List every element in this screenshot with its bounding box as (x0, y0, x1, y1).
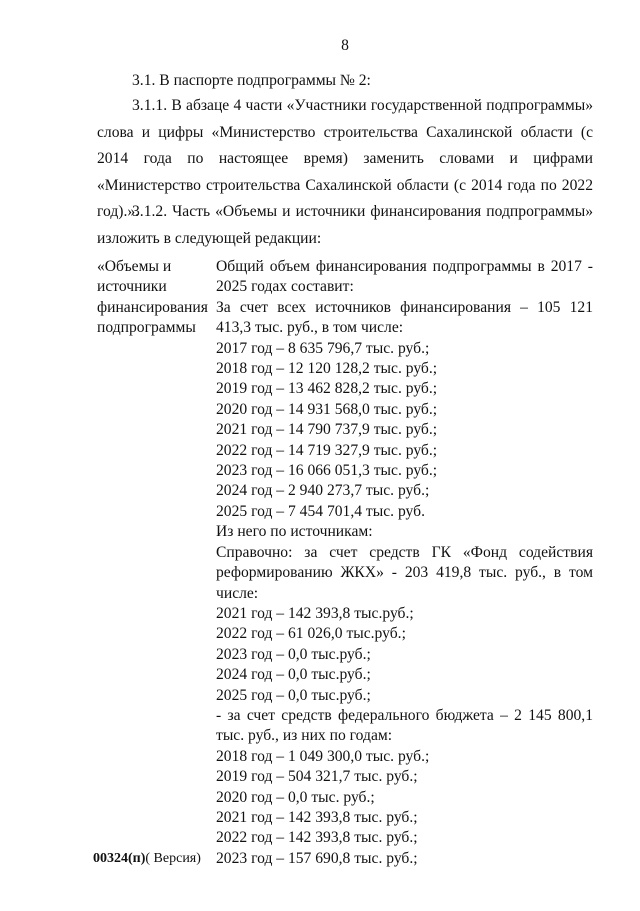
federal-year-line: 2018 год – 1 049 300,0 тыс. руб.; (216, 747, 430, 765)
passport-label-line: «Объемы и (97, 258, 172, 275)
fund-year-line: 2024 год – 0,0 тыс.руб.; (216, 666, 371, 684)
year-line: 2021 год – 14 790 737,9 тыс. руб.; (216, 421, 438, 439)
year-line: 2019 год – 13 462 828,2 тыс. руб.; (216, 380, 438, 398)
section-3-1-2: 3.1.2. Часть «Объемы и источники финансирования подпрограммы» изложить в следующей редакции: (97, 203, 593, 247)
all-sources: За счет всех источников финансирования – 105 121 413,3 тыс. руб., в том числе: (216, 298, 593, 337)
passport-table (97, 257, 597, 869)
section-3-1-2-block (97, 199, 593, 252)
section-3-1-1: 3.1.1. В абзаце 4 части «Участники государственной подпрограммы» слова и цифры «Министерство строительства Сахалинской области (с 2014 года по настоящее время) заменить словами и цифрами «Министерство строительства Сахалинской области (с 2014 года по 2022 год).». (97, 97, 593, 220)
fund-year-line: 2025 год – 0,0 тыс.руб.; (216, 686, 371, 704)
section-3-1: 3.1. В паспорте подпрограммы № 2: (132, 72, 371, 89)
federal-year-line: 2022 год – 142 393,8 тыс. руб.; (216, 829, 418, 847)
passport-label-line: финансирования (97, 298, 208, 316)
fund-reference: Справочно: за счет средств ГК «Фонд содействия реформированию ЖКХ» - 203 419,8 тыс. руб., в том числе: (216, 543, 593, 602)
passport-label (97, 257, 216, 869)
passport-label-line: подпрограммы (97, 319, 196, 337)
year-line: 2017 год – 8 635 796,7 тыс. руб.; (216, 339, 430, 357)
document-version: ( Версия) (145, 851, 201, 866)
year-line: 2022 год – 14 719 327,9 тыс. руб.; (216, 441, 438, 459)
federal-budget: - за счет средств федерального бюджета – 2 145 800,1 тыс. руб., из них по годам: (216, 706, 593, 745)
document-code: 00324(п) (93, 851, 146, 866)
federal-year-line: 2019 год – 504 321,7 тыс. руб.; (216, 768, 418, 786)
year-line: 2024 год – 2 940 273,7 тыс. руб.; (216, 482, 430, 500)
year-line: 2025 год – 7 454 701,4 тыс. руб. (216, 502, 425, 520)
by-sources-heading: Из него по источникам: (216, 523, 373, 541)
year-line: 2023 год – 16 066 051,3 тыс. руб.; (216, 462, 438, 480)
fund-year-line: 2022 год – 61 026,0 тыс.руб.; (216, 625, 406, 643)
federal-year-line: 2021 год – 142 393,8 тыс. руб.; (216, 808, 418, 826)
year-line: 2020 год – 14 931 568,0 тыс. руб.; (216, 400, 438, 418)
fund-year-line: 2023 год – 0,0 тыс.руб.; (216, 645, 371, 663)
fund-year-line: 2021 год – 142 393,8 тыс.руб.; (216, 604, 414, 622)
year-line: 2018 год – 12 120 128,2 тыс. руб.; (216, 360, 438, 378)
passport-body (216, 257, 593, 869)
total-intro: Общий объем финансирования подпрограммы в 2017 - 2025 годах составит: (216, 258, 593, 296)
federal-year-line: 2023 год – 157 690,8 тыс. руб.; (216, 849, 418, 867)
page-number: 8 (341, 37, 349, 54)
federal-year-line: 2020 год – 0,0 тыс. руб.; (216, 788, 375, 806)
document-footer (93, 851, 201, 867)
passport-label-line: источники (97, 278, 167, 296)
